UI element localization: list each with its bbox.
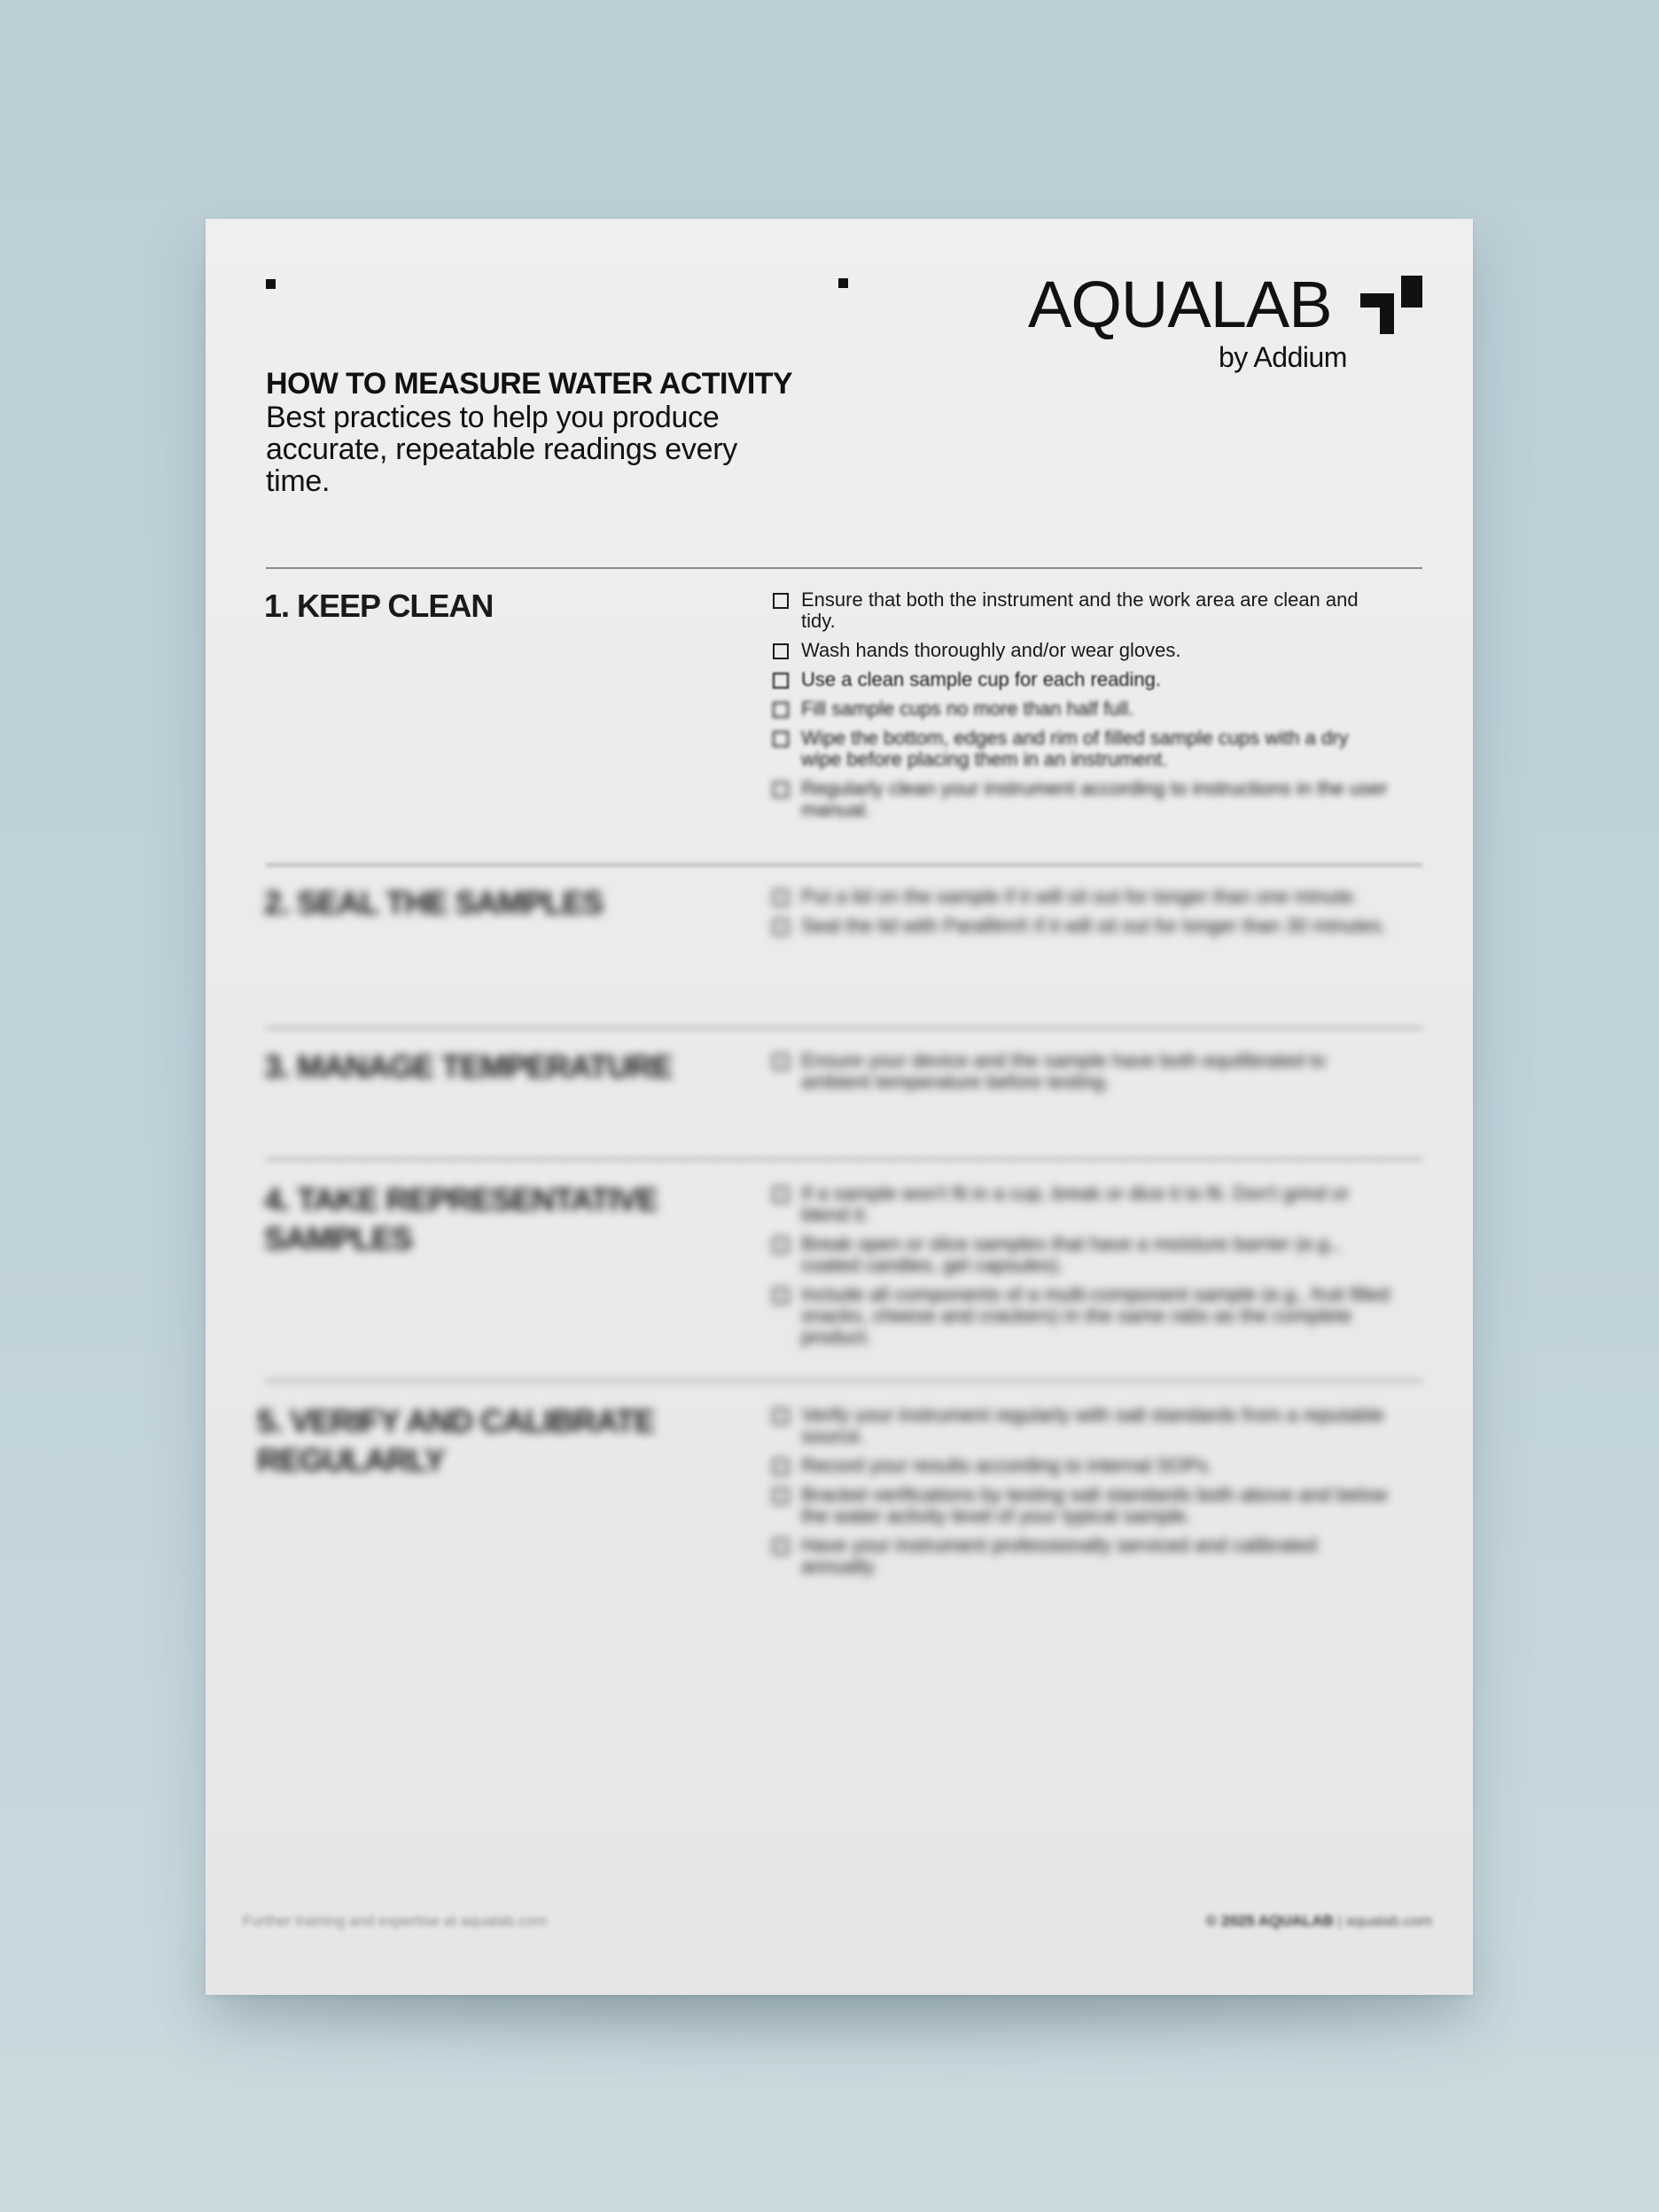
checklist-item-text: Regularly clean your instrument according to instructions in the user manual.: [801, 777, 1388, 821]
checkbox-icon[interactable]: [773, 919, 789, 935]
footer-left-text: Further training and expertise at aqualab.com: [243, 1912, 548, 1929]
checklist-item[interactable]: [773, 1535, 1393, 1577]
checklist-item[interactable]: [773, 1405, 1393, 1447]
section-divider: [266, 864, 1422, 866]
checklist-item-text: Bracket verifications by testing salt standards both above and below the water activity level of your typical sample.: [801, 1484, 1388, 1527]
checklist-item[interactable]: [773, 915, 1393, 937]
checklist-item[interactable]: [773, 1284, 1393, 1348]
checklist-item[interactable]: [773, 1455, 1393, 1476]
checklist-item-text: Include all components of a multi-component sample (e.g., fruit filled snacks, cheese and crackers) in the same ratio as the complete product.: [801, 1283, 1390, 1348]
checklist-item-text: Seal the lid with Parafilm® if it will sit out for longer than 30 minutes.: [801, 915, 1387, 937]
checklist-item-text: Wipe the bottom, edges and rim of filled sample cups with a dry wipe before placing them in an instrument.: [801, 727, 1349, 770]
footer-brand: © 2025 AQUALAB: [1205, 1912, 1334, 1929]
checklist-item[interactable]: [773, 1484, 1393, 1527]
corner-mark-left: [266, 279, 276, 289]
aqualab-logo: [1028, 268, 1427, 378]
checkbox-icon[interactable]: [773, 782, 789, 798]
checklist-seal-samples: [773, 886, 1393, 945]
checklist-item-text: Record your results according to internal SOPs.: [801, 1454, 1213, 1476]
section-title-manage-temperature: 3. MANAGE TEMPERATURE: [264, 1048, 673, 1085]
checklist-verify-calibrate: [773, 1405, 1393, 1585]
section-title-representative-samples: 4. TAKE REPRESENTATIVE SAMPLES: [264, 1181, 658, 1257]
checklist-item[interactable]: [773, 1183, 1393, 1226]
checklist-item[interactable]: [773, 886, 1393, 907]
checklist-item-text: Fill sample cups no more than half full.: [801, 697, 1134, 720]
checkbox-icon[interactable]: [773, 673, 789, 689]
document-title: HOW TO MEASURE WATER ACTIVITY: [266, 367, 792, 401]
checkbox-icon[interactable]: [773, 1459, 789, 1475]
document-subtitle: Best practices to help you produce accurate, repeatable readings every time.: [266, 401, 737, 498]
footer-link[interactable]: | aqualab.com: [1337, 1912, 1432, 1929]
section-divider: [266, 1027, 1422, 1029]
checklist-item-text: Ensure that both the instrument and the work area are clean and tidy.: [801, 588, 1359, 632]
checklist-item-text: Have your instrument professionally serviced and calibrated annually.: [801, 1534, 1318, 1577]
checkbox-icon[interactable]: [773, 593, 789, 609]
checklist-item-text: Break open or slice samples that have a moisture barrier (e.g., coated candies, gel capsules).: [801, 1233, 1340, 1276]
checkbox-icon[interactable]: [773, 1488, 789, 1504]
checklist-item-text: Wash hands thoroughly and/or wear gloves.: [801, 639, 1181, 661]
section-divider: [266, 567, 1422, 569]
checklist-item-text: Ensure your device and the sample have both equilibrated to ambient temperature before testing.: [801, 1049, 1326, 1093]
section-title-seal-samples: 2. SEAL THE SAMPLES: [264, 884, 604, 921]
checklist-item[interactable]: [773, 589, 1393, 632]
checkbox-icon[interactable]: [773, 890, 789, 906]
checkbox-icon[interactable]: [773, 1054, 789, 1070]
checklist-item[interactable]: [773, 698, 1393, 720]
checklist-item-text: Put a lid on the sample if it will sit out for longer than one minute.: [801, 885, 1359, 907]
checklist-manage-temperature: [773, 1050, 1393, 1101]
section-title-keep-clean: 1. KEEP CLEAN: [264, 588, 494, 624]
corner-mark-center: [838, 278, 848, 288]
document-sheet: [206, 219, 1473, 1995]
checklist-item[interactable]: [773, 1050, 1393, 1093]
checklist-item[interactable]: [773, 778, 1393, 821]
section-divider: [266, 1158, 1422, 1160]
section-divider: [266, 1380, 1422, 1382]
checklist-item[interactable]: [773, 669, 1393, 690]
checklist-item[interactable]: [773, 728, 1393, 770]
checkbox-icon[interactable]: [773, 643, 789, 659]
checklist-item[interactable]: [773, 640, 1393, 661]
checklist-item-text: Verify your instrument regularly with salt standards from a reputable source.: [801, 1404, 1384, 1447]
checkbox-icon[interactable]: [773, 1237, 789, 1253]
aqualab-mark-icon: [1360, 276, 1422, 334]
checkbox-icon[interactable]: [773, 1538, 789, 1554]
checkbox-icon[interactable]: [773, 1288, 789, 1304]
checkbox-icon[interactable]: [773, 731, 789, 747]
checklist-representative-samples: [773, 1183, 1393, 1356]
footer-right: [1206, 1912, 1432, 1930]
checklist-item-text: Use a clean sample cup for each reading.: [801, 668, 1162, 690]
checkbox-icon[interactable]: [773, 1408, 789, 1424]
checklist-item-text: If a sample won't fit in a cup, break or dice it to fit. Don't grind or blend it.: [801, 1182, 1350, 1226]
logo-wordmark: AQUALAB: [1028, 268, 1332, 341]
checkbox-icon[interactable]: [773, 702, 789, 718]
checkbox-icon[interactable]: [773, 1187, 789, 1203]
checklist-item[interactable]: [773, 1234, 1393, 1276]
section-title-verify-calibrate: 5. VERIFY AND CALIBRATE REGULARLY: [257, 1403, 655, 1478]
checklist-keep-clean: [773, 589, 1393, 829]
logo-byline: by Addium: [1219, 341, 1347, 373]
